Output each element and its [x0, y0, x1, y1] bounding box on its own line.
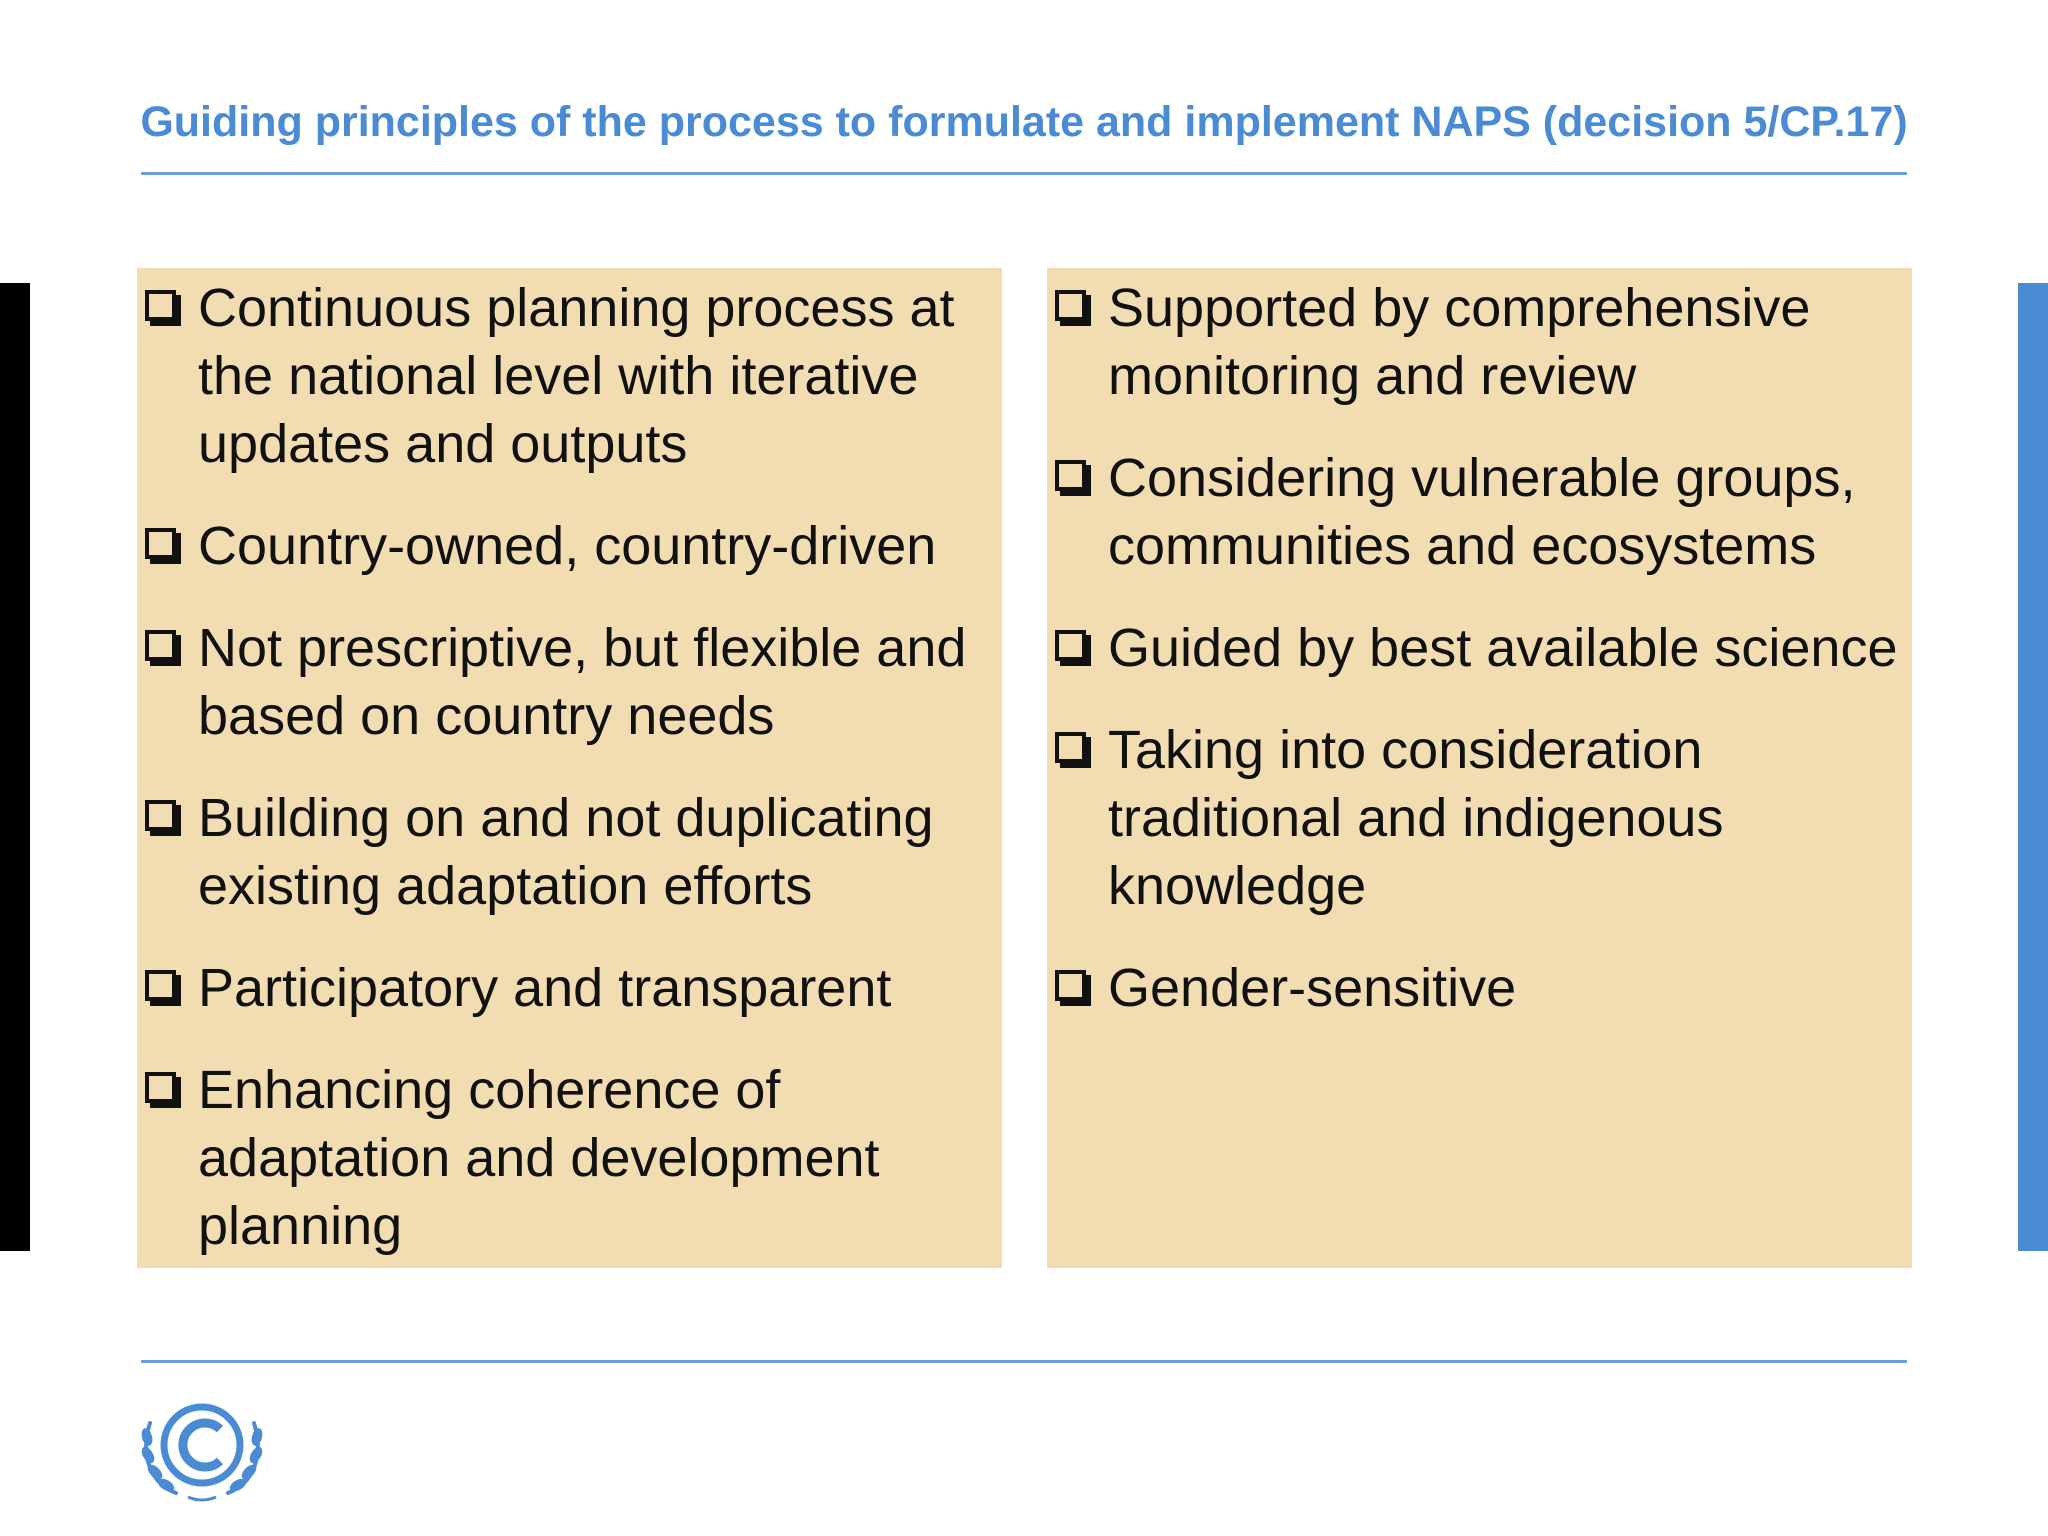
checkbox-bullet-icon	[145, 970, 176, 1001]
checkbox-bullet-icon	[145, 1072, 176, 1103]
checkbox-bullet-icon	[1055, 732, 1086, 763]
principle-item	[137, 784, 1002, 920]
principle-text: Building on and not duplicating existing adaptation efforts	[198, 788, 934, 916]
checkbox-bullet-icon	[1055, 630, 1086, 661]
title-divider	[141, 172, 1907, 175]
right-accent-bar	[2018, 283, 2048, 1251]
right-principles-list	[1047, 274, 1912, 1022]
principle-item	[137, 614, 1002, 750]
principle-item	[1047, 954, 1912, 1022]
slide-title: Guiding principles of the process to formulate and implement NAPS (decision 5/CP.17)	[140, 98, 1908, 146]
checkbox-bullet-icon	[145, 630, 176, 661]
principle-item	[137, 512, 1002, 580]
left-principles-panel	[137, 268, 1002, 1268]
principle-text: Considering vulnerable groups, communities and ecosystems	[1108, 448, 1856, 576]
checkbox-bullet-icon	[145, 800, 176, 831]
right-principles-panel	[1047, 268, 1912, 1268]
principle-text: Enhancing coherence of adaptation and development planning	[198, 1060, 880, 1256]
principle-item	[137, 1056, 1002, 1260]
checkbox-bullet-icon	[145, 528, 176, 559]
principle-text: Gender-sensitive	[1108, 958, 1517, 1018]
footer-divider	[141, 1360, 1907, 1363]
checkbox-bullet-icon	[1055, 460, 1086, 491]
principle-item	[1047, 444, 1912, 580]
principle-item	[1047, 274, 1912, 410]
checkbox-bullet-icon	[145, 290, 176, 321]
principle-text: Taking into consideration traditional and indigenous knowledge	[1108, 720, 1724, 916]
checkbox-bullet-icon	[1055, 290, 1086, 321]
left-principles-list	[137, 274, 1002, 1260]
principle-text: Not prescriptive, but flexible and based on country needs	[198, 618, 967, 746]
left-accent-bar	[0, 283, 30, 1251]
principle-text: Country-owned, country-driven	[198, 516, 937, 576]
principle-item	[137, 954, 1002, 1022]
principle-item	[1047, 716, 1912, 920]
principle-text: Supported by comprehensive monitoring and review	[1108, 278, 1811, 406]
principle-text: Guided by best available science	[1108, 618, 1898, 678]
unfccc-logo-icon	[136, 1393, 268, 1505]
principle-text: Continuous planning process at the national level with iterative updates and outputs	[198, 278, 955, 474]
principle-item	[137, 274, 1002, 478]
principle-text: Participatory and transparent	[198, 958, 892, 1018]
principle-item	[1047, 614, 1912, 682]
checkbox-bullet-icon	[1055, 970, 1086, 1001]
